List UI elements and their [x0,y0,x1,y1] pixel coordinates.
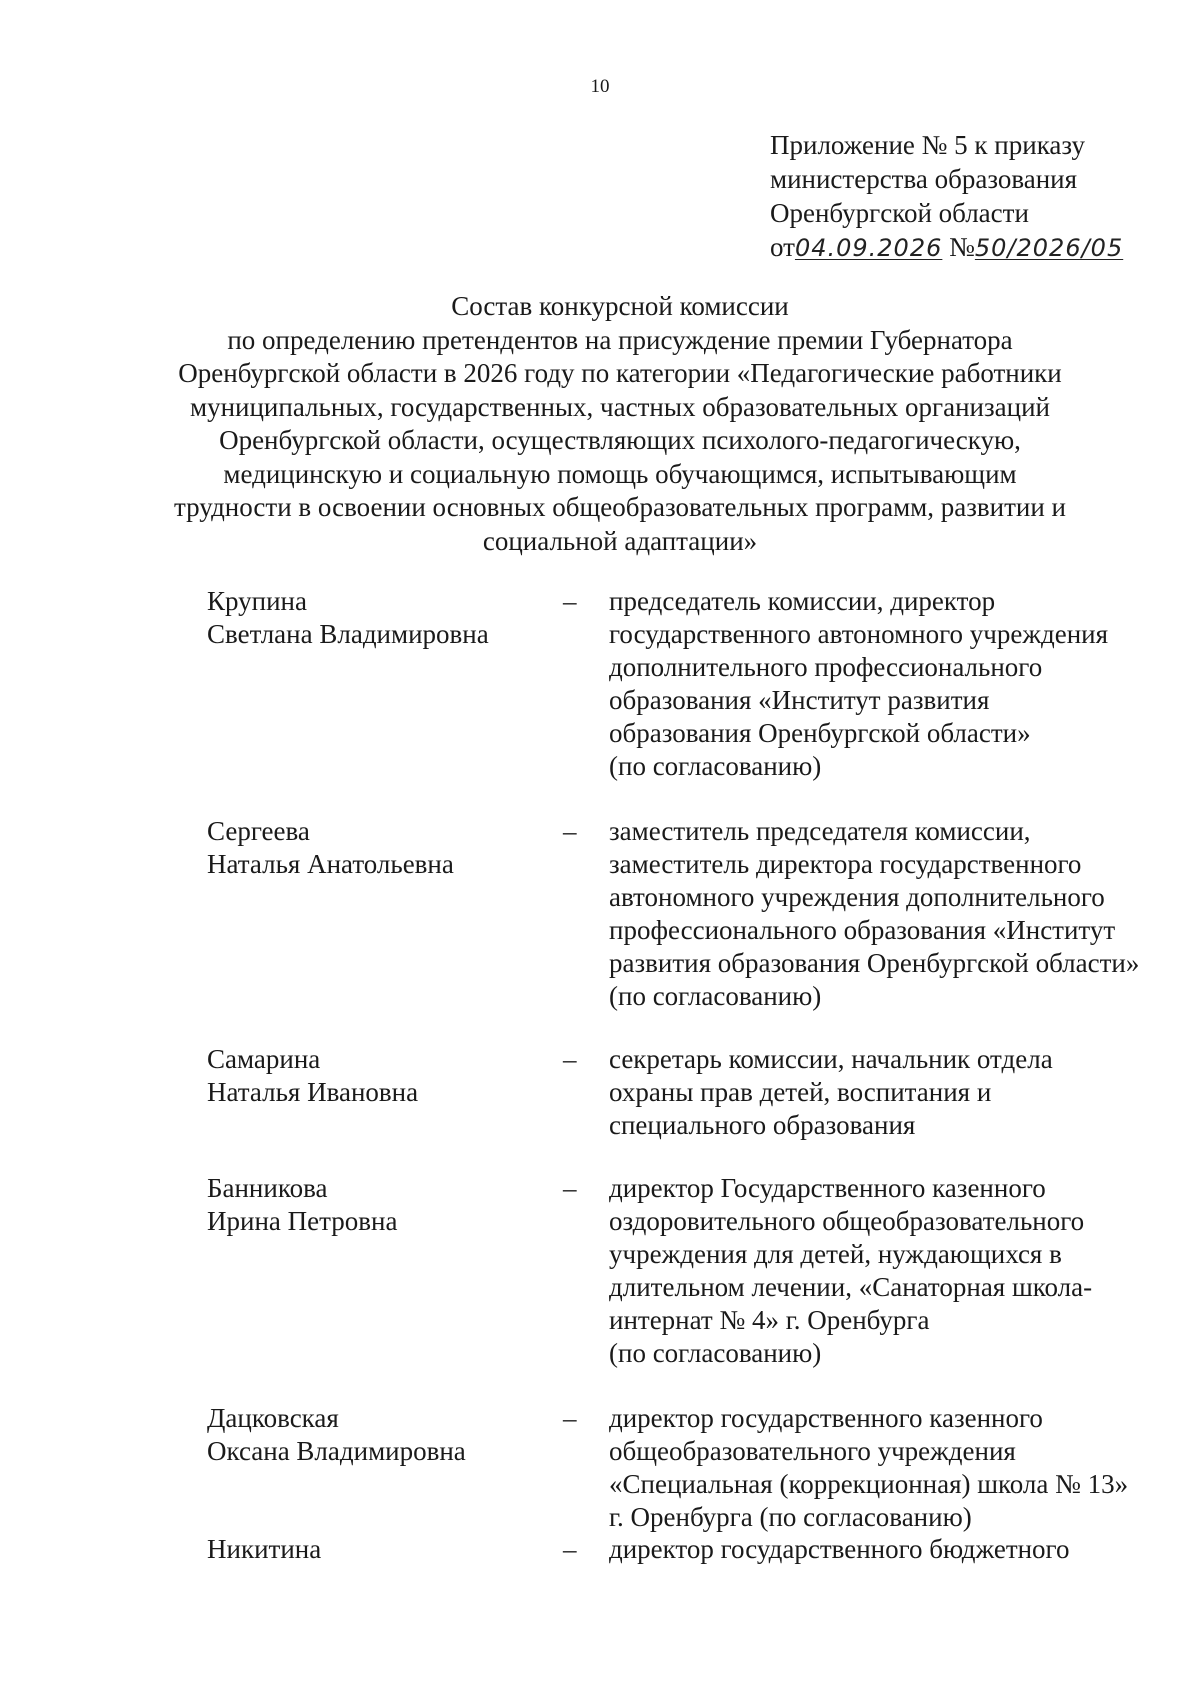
role-line: образования «Институт развития [609,685,990,715]
role-line: охраны прав детей, воспитания и [609,1077,992,1107]
role-line: специального образования [609,1110,916,1140]
member-name [207,1402,466,1468]
member-given-name: Ирина Петровна [207,1206,398,1236]
role-line: председатель комиссии, директор [609,586,996,616]
role-line: директор государственного бюджетного [609,1534,1070,1564]
member-surname: Банникова [207,1173,328,1203]
dash-separator: – [563,1403,577,1433]
number-prefix: № [949,232,975,262]
role-line: (по согласованию) [609,751,822,781]
dash-separator: – [563,1044,577,1074]
role-line: дополнительного профессионального [609,652,1043,682]
dash-separator: – [563,1534,577,1564]
role-line: «Специальная (коррекционная) школа № 13» [609,1469,1129,1499]
role-line: секретарь комиссии, начальник отдела [609,1044,1053,1074]
member-surname: Крупина [207,586,307,616]
member-surname: Никитина [207,1534,322,1564]
role-line: (по согласованию) [609,1338,822,1368]
title-line: Оренбургской области в 2026 году по категории «Педагогические работники [178,358,1062,388]
dash-separator: – [563,1173,577,1203]
role-line: директор Государственного казенного [609,1173,1046,1203]
role-line: развития образования Оренбургской области» [609,948,1140,978]
role-line: (по согласованию) [609,981,822,1011]
handwritten-date: 04.09.2026 [794,234,943,262]
role-line: заместитель директора государственного [609,849,1082,879]
member-given-name: Наталья Ивановна [207,1077,419,1107]
member-role [609,815,1139,1013]
member-surname: Самарина [207,1044,321,1074]
member-surname: Сергеева [207,816,310,846]
title-line: социальной адаптации» [482,525,758,556]
appendix-line-1: Приложение № 5 к приказу [770,130,1085,160]
title-line: муниципальных, государственных, частных образовательных организаций [189,391,1050,422]
member-name [207,1533,321,1566]
title-line: медицинскую и социальную помощь обучающимся, испытывающим [223,458,1017,489]
date-prefix: от [770,232,795,262]
role-line: интернат № 4» г. Оренбурга [609,1305,930,1335]
document-title [140,290,1100,558]
member-surname: Дацковская [207,1403,339,1433]
handwritten-number: 50/2026/05 [974,234,1124,262]
member-given-name: Наталья Анатольевна [207,849,454,879]
role-line: длительном лечении, «Санаторная школа- [609,1272,1093,1302]
member-name [207,1043,418,1109]
title-line: по определению претендентов на присуждение премии Губернатора [227,324,1013,355]
role-line: учреждения для детей, нуждающихся в [609,1239,1062,1269]
dash-separator: – [563,816,577,846]
member-role [609,1402,1128,1534]
role-line: оздоровительного общеобразовательного [609,1206,1085,1236]
title-line: Состав конкурсной комиссии [451,291,789,321]
member-name [207,815,454,881]
appendix-line-2: министерства образования [770,164,1078,194]
role-line: г. Оренбурга (по согласованию) [609,1502,972,1532]
appendix-date-number-line [770,230,1123,265]
role-line: общеобразовательного учреждения [609,1436,1016,1466]
role-line: директор государственного казенного [609,1403,1043,1433]
member-role [609,1043,1053,1142]
role-line: заместитель председателя комиссии, [609,816,1031,846]
member-name [207,1172,397,1238]
member-role [609,1533,1069,1566]
member-name [207,585,489,651]
appendix-line-3: Оренбургской области [770,198,1029,228]
appendix-header [770,128,1123,265]
title-line: Оренбургской области, осуществляющих психолого-педагогическую, [219,425,1021,455]
member-role [609,1172,1092,1370]
dash-separator: – [563,586,577,616]
role-line: профессионального образования «Институт [609,915,1116,945]
role-line: автономного учреждения дополнительного [609,882,1105,912]
page-number: 10 [590,76,610,97]
role-line: образования Оренбургской области» [609,718,1031,748]
role-line: государственного автономного учреждения [609,619,1109,649]
title-line: трудности в освоении основных общеобразовательных программ, развитии и [174,492,1066,522]
member-role [609,585,1108,783]
member-given-name: Светлана Владимировна [207,619,489,649]
member-given-name: Оксана Владимировна [207,1436,466,1466]
